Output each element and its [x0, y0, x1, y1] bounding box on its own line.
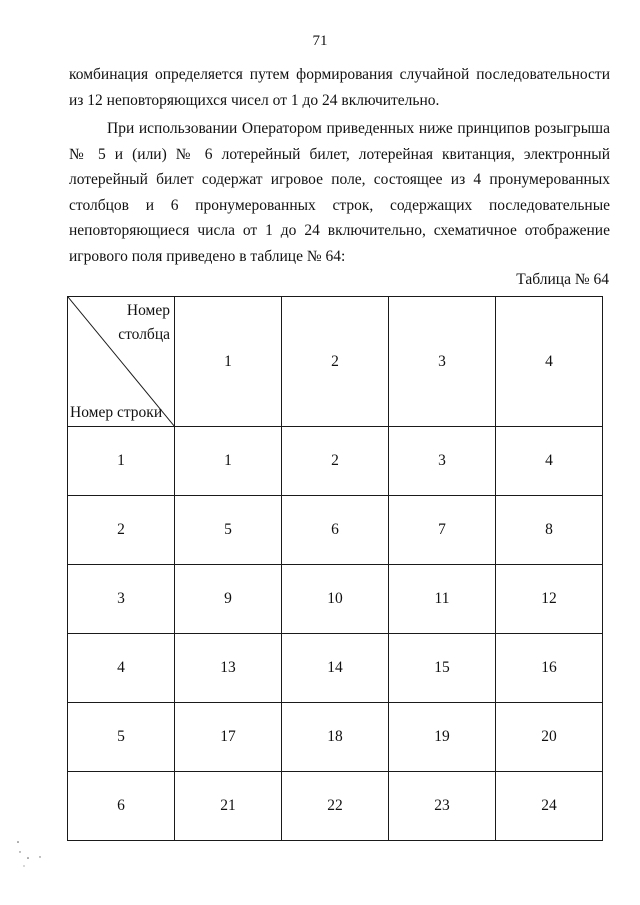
row-header: 3	[68, 565, 175, 634]
paragraph-continuation: комбинация определяется путем формирования случайной последовательности из 12 неповторяющихся чисел от 1 до 24 включительно.	[69, 66, 610, 109]
table-row	[68, 427, 603, 496]
table-cell: 15	[389, 634, 496, 703]
column-header: 1	[175, 297, 282, 427]
row-header: 5	[68, 703, 175, 772]
table-row	[68, 703, 603, 772]
table-cell: 12	[496, 565, 603, 634]
column-header: 4	[496, 297, 603, 427]
table-cell: 10	[282, 565, 389, 634]
column-number-label	[118, 299, 170, 347]
table-caption: Таблица № 64	[516, 271, 609, 288]
table-cell: 5	[175, 496, 282, 565]
table-cell: 2	[282, 427, 389, 496]
column-header: 2	[282, 297, 389, 427]
row-header: 2	[68, 496, 175, 565]
column-number-label-line1: Номер	[126, 302, 170, 319]
game-field-table	[67, 296, 603, 841]
table-cell: 19	[389, 703, 496, 772]
table-cell: 21	[175, 772, 282, 841]
row-header: 6	[68, 772, 175, 841]
row-header: 1	[68, 427, 175, 496]
table-cell: 13	[175, 634, 282, 703]
table-cell: 8	[496, 496, 603, 565]
table-cell: 11	[389, 565, 496, 634]
table-cell: 17	[175, 703, 282, 772]
table-cell: 23	[389, 772, 496, 841]
table-cell: 3	[389, 427, 496, 496]
table-cell: 4	[496, 427, 603, 496]
paragraph-rules	[69, 116, 610, 269]
column-number-label-line2: столбца	[118, 326, 170, 343]
table-header-row	[68, 297, 603, 427]
table-cell: 16	[496, 634, 603, 703]
table-cell: 9	[175, 565, 282, 634]
table-row	[68, 634, 603, 703]
table-cell: 14	[282, 634, 389, 703]
page-number: 71	[312, 33, 328, 49]
table-row	[68, 496, 603, 565]
table-cell: 18	[282, 703, 389, 772]
corner-header-cell	[68, 297, 175, 427]
table-cell: 20	[496, 703, 603, 772]
table-cell: 7	[389, 496, 496, 565]
table-cell: 1	[175, 427, 282, 496]
table-cell: 24	[496, 772, 603, 841]
scan-artifact	[14, 838, 54, 878]
column-header: 3	[389, 297, 496, 427]
table-row	[68, 772, 603, 841]
table-cell: 6	[282, 496, 389, 565]
row-number-label: Номер строки	[70, 404, 163, 421]
row-header: 4	[68, 634, 175, 703]
paragraph-rules-text: При использовании Оператором приведенных ниже принципов розыгрыша № 5 и (или) № 6 лотерейный билет, лотерейная квитанция, электронный лотерейный билет содержат игровое поле, состоящее из 4 пронумерованных столбцов и 6 пронумерованных строк, содержащих последовательные неповторяющиеся числа от 1 до 24 включительно, схематичное отображение игрового поля приведено в таблице № 64:	[69, 120, 610, 265]
table-row	[68, 565, 603, 634]
table-cell: 22	[282, 772, 389, 841]
